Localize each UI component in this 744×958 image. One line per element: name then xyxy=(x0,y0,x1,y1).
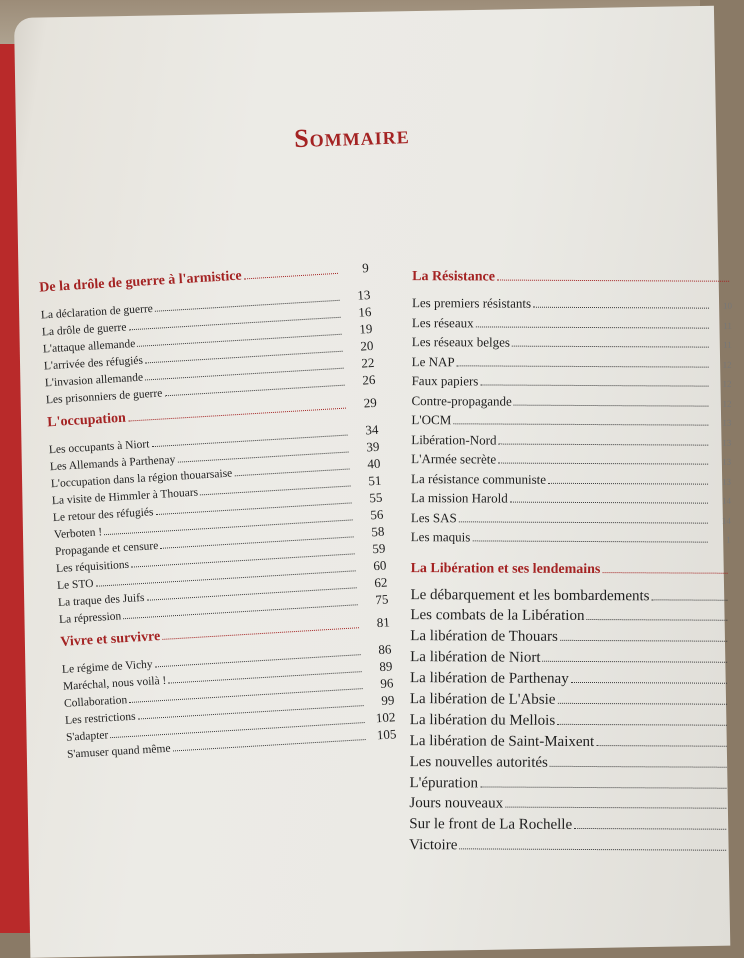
section-heading-label: Vivre et survivre xyxy=(59,629,161,650)
toc-entry-label: Les combats de la Libération xyxy=(410,607,585,625)
toc-entry-label: S'adapter xyxy=(65,729,109,744)
toc-entry-page: 11 xyxy=(723,339,732,350)
toc-entry xyxy=(410,712,730,735)
toc-entry-label: Les restrictions xyxy=(64,710,136,727)
dot-leader xyxy=(164,385,344,397)
toc-entry-label: Les réseaux belges xyxy=(411,334,511,350)
toc-entry-page: 96 xyxy=(379,675,394,692)
section-heading-label: De la drôle de guerre à l'armistice xyxy=(38,268,243,296)
book-page xyxy=(14,6,733,958)
toc-section xyxy=(39,260,376,408)
toc-entry-page: 59 xyxy=(371,540,386,557)
toc-entry xyxy=(410,649,730,672)
toc-entry-label: Les premiers résistants xyxy=(411,295,532,311)
dot-leader xyxy=(457,365,709,367)
toc-entry xyxy=(409,795,729,818)
toc-entry xyxy=(410,670,730,693)
toc-entry-label: Les SAS xyxy=(410,509,457,525)
toc-entry-label: Verboten ! xyxy=(53,526,103,542)
dot-leader xyxy=(557,703,726,705)
toc-entry-page: 14 xyxy=(721,515,731,526)
toc-entry-page: 16 xyxy=(357,303,372,320)
toc-entry-page: 51 xyxy=(367,472,382,489)
dot-leader xyxy=(480,786,726,788)
toc-entry xyxy=(411,393,731,414)
toc-entry-page: 105 xyxy=(376,726,397,743)
toc-entry xyxy=(411,471,731,492)
dot-leader xyxy=(505,807,726,809)
toc-entry-label: Les occupants à Niort xyxy=(48,438,150,457)
dot-leader xyxy=(652,599,728,600)
dot-leader xyxy=(586,619,727,621)
toc-entry-page: 56 xyxy=(369,506,384,523)
toc-entry-label: L'Armée secrète xyxy=(411,451,497,467)
toc-section xyxy=(60,614,397,762)
toc-entry-label: Le NAP xyxy=(411,353,455,369)
dot-leader xyxy=(512,346,709,348)
toc-entry-label: La mission Harold xyxy=(410,490,508,506)
toc-entry-page: 12 xyxy=(722,378,732,389)
dot-leader xyxy=(571,682,727,684)
dot-leader xyxy=(560,640,727,642)
toc-entry-page: 12 xyxy=(722,359,732,370)
toc-entry-label: La déclaration de guerre xyxy=(40,302,154,322)
toc-entry xyxy=(412,315,732,336)
toc-right-column xyxy=(409,257,732,864)
toc-entry-label: Sur le front de La Rochelle xyxy=(409,816,573,834)
toc-entry-label: Victoire xyxy=(409,837,458,854)
dot-leader xyxy=(514,404,709,406)
toc-entry-page: 19 xyxy=(358,320,373,337)
toc-entry-page: 20 xyxy=(359,337,374,354)
toc-entry xyxy=(411,412,731,433)
toc-entry xyxy=(411,510,731,531)
dot-leader xyxy=(574,828,726,830)
page-title: Sommaire xyxy=(293,120,411,154)
toc-entry xyxy=(409,816,729,839)
dot-leader xyxy=(123,604,357,619)
toc-entry-label: Jours nouveaux xyxy=(409,795,504,812)
toc-entry-label: La libération de Parthenay xyxy=(409,670,569,687)
section-heading xyxy=(411,561,731,579)
toc-entry-label: La répression xyxy=(58,610,122,626)
section-page-number: 29 xyxy=(363,394,378,411)
toc-entry-label: La résistance communiste xyxy=(411,470,547,487)
dot-leader xyxy=(542,661,727,663)
toc-entry-label: L'attaque allemande xyxy=(42,338,136,356)
toc-entry-label: Les nouvelles autorités xyxy=(409,753,548,771)
dot-leader xyxy=(498,443,708,445)
toc-entry-page: 22 xyxy=(360,354,375,371)
toc-entry-label: Les maquis xyxy=(410,529,471,545)
toc-entry-label: L'invasion allemande xyxy=(44,371,144,390)
dot-leader xyxy=(459,849,726,851)
toc-entry-label: L'occupation dans la région thouarsaise xyxy=(50,467,233,491)
toc-entry-label: Les Allemands à Parthenay xyxy=(49,453,176,474)
toc-entry-label: Propagande et censure xyxy=(54,539,159,559)
toc-entry-label: L'arrivée des réfugiés xyxy=(43,354,144,373)
toc-entry-page: 34 xyxy=(364,421,379,438)
section-heading-label: L'occupation xyxy=(46,410,127,431)
toc-entry-label: La visite de Himmler à Thouars xyxy=(51,486,199,508)
toc-entry-label: S'amuser quand même xyxy=(66,742,171,761)
toc-entry-page: 55 xyxy=(368,489,383,506)
dot-leader xyxy=(476,326,709,328)
toc-entry xyxy=(411,451,731,472)
toc-entry-page: 86 xyxy=(377,641,392,658)
dot-leader xyxy=(550,765,727,767)
toc-entry-page: 12 xyxy=(722,398,732,409)
toc-entry-label: La libération du Mellois xyxy=(409,711,556,729)
toc-entry-label: Les prisonniers de guerre xyxy=(45,387,163,407)
section-heading xyxy=(412,269,732,287)
toc-entry xyxy=(411,529,731,550)
toc-entry xyxy=(410,587,730,610)
toc-left-column xyxy=(38,254,397,767)
dot-leader xyxy=(498,463,708,465)
dot-leader xyxy=(596,745,726,747)
toc-entry-label: L'épuration xyxy=(409,774,479,791)
toc-entry xyxy=(409,775,729,798)
toc-entry-label: Faux papiers xyxy=(411,373,479,389)
dot-leader xyxy=(173,739,366,751)
toc-entry xyxy=(412,354,732,375)
toc-entry-label: La drôle de guerre xyxy=(41,321,127,339)
dot-leader xyxy=(472,540,707,542)
toc-entry xyxy=(411,432,731,453)
toc-entry xyxy=(409,837,729,860)
toc-entry xyxy=(410,628,730,651)
dot-leader xyxy=(510,502,708,504)
toc-entry-page: 11 xyxy=(723,320,732,331)
toc-entry-page: 10 xyxy=(722,300,733,311)
toc-entry xyxy=(410,691,730,714)
toc-entry-label: Maréchal, nous voilà ! xyxy=(62,674,167,693)
toc-entry-label: Collaboration xyxy=(63,694,128,710)
toc-entry-page: 60 xyxy=(372,557,387,574)
toc-entry-label: Le STO xyxy=(56,577,94,593)
toc-entry-label: La traque des Juifs xyxy=(57,591,145,610)
section-page-number: 9 xyxy=(361,260,370,276)
toc-entry-label: La libération de Thouars xyxy=(410,628,558,646)
dot-leader xyxy=(497,280,729,282)
toc-entry xyxy=(411,490,731,511)
toc-entry-page: 13 xyxy=(722,476,732,487)
toc-entry-page: 99 xyxy=(380,692,395,709)
toc-entry-page: 13 xyxy=(356,286,371,303)
toc-entry-label: Le régime de Vichy xyxy=(61,658,153,676)
toc-entry xyxy=(410,754,730,777)
toc-entry xyxy=(410,607,730,630)
dot-leader xyxy=(480,384,708,386)
toc-entry xyxy=(412,334,732,355)
toc-entry-label: La libération de Saint-Maixent xyxy=(409,732,595,750)
toc-entry-label: Les réseaux xyxy=(411,314,474,330)
toc-section xyxy=(47,395,389,628)
toc-entry-page: 75 xyxy=(374,591,389,608)
dot-leader xyxy=(602,572,727,574)
dot-leader xyxy=(453,423,708,425)
dot-leader xyxy=(459,521,708,523)
toc-section xyxy=(411,269,732,550)
dot-leader xyxy=(548,482,708,484)
toc-entry-label: Les réquisitions xyxy=(55,558,130,576)
toc-entry-page: 58 xyxy=(370,523,385,540)
toc-entry-label: Contre-propagande xyxy=(411,392,512,409)
section-page-number: 81 xyxy=(376,614,391,631)
toc-entry-label: Le débarquement et les bombardements xyxy=(410,586,650,604)
toc-entry xyxy=(412,373,732,394)
section-heading-label: La Libération et ses lendemains xyxy=(410,560,601,577)
toc-entry-page: 102 xyxy=(375,709,396,726)
toc-entry-label: La libération de L'Absie xyxy=(409,691,556,708)
dot-leader xyxy=(557,724,727,726)
toc-entry-page: 13 xyxy=(722,437,732,448)
toc-entry-label: Le retour des réfugiés xyxy=(52,506,154,525)
toc-entry xyxy=(412,295,732,316)
toc-entry-label: La libération de Niort xyxy=(410,649,541,666)
toc-entry-page: 39 xyxy=(365,438,380,455)
toc-entry-label: Libération-Nord xyxy=(411,431,497,448)
toc-entry-page: 62 xyxy=(373,574,388,591)
toc-entry-page: 13 xyxy=(722,456,732,467)
toc-entry-label: L'OCM xyxy=(411,412,452,428)
toc-entry-page: 40 xyxy=(366,455,381,472)
toc-entry xyxy=(410,733,730,756)
toc-entry-page: 89 xyxy=(378,658,393,675)
dot-leader xyxy=(244,273,338,280)
toc-entry-page: 1 xyxy=(726,534,731,545)
toc-section xyxy=(409,561,731,860)
toc-entry-page: 26 xyxy=(361,371,376,388)
dot-leader xyxy=(533,307,709,309)
section-heading-label: La Résistance xyxy=(412,269,495,285)
toc-entry-page: 13 xyxy=(722,417,732,428)
toc-entry-page: 14 xyxy=(721,495,731,506)
